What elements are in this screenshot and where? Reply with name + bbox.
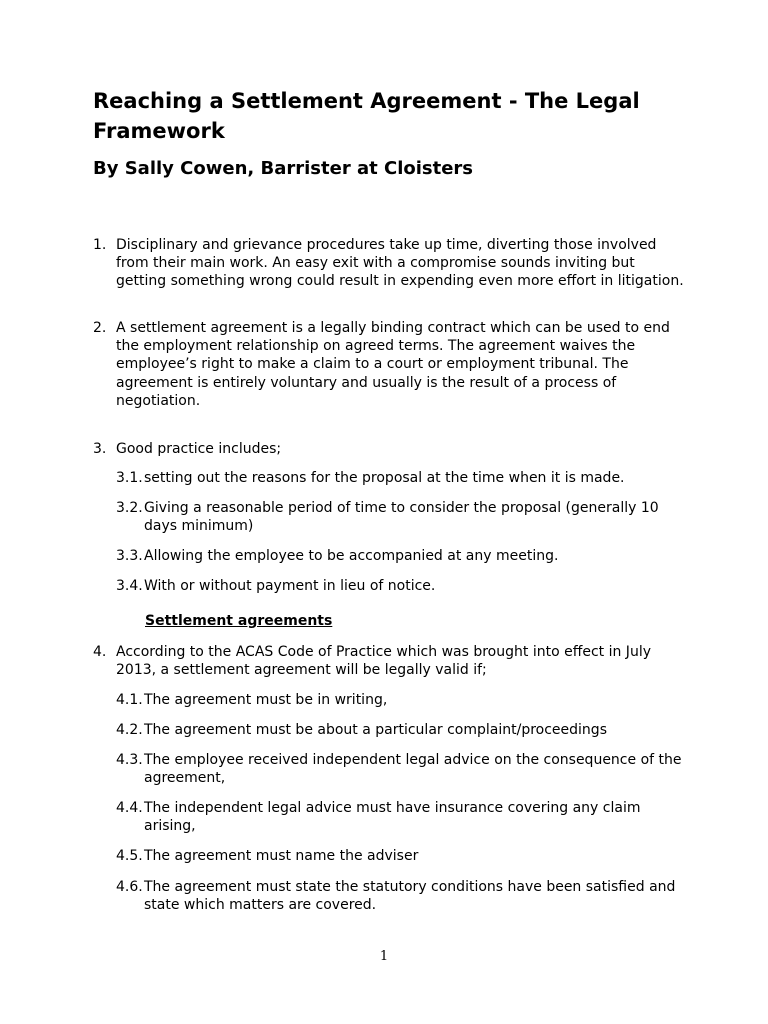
item-text: A settlement agreement is a legally binding contract which can be used to end the employment relationship on agreed terms. The agreement waives the employee’s right to make a claim to a court or employment tribunal. The agreement is entirely voluntary and usually is the result of a process of negotiation. bbox=[116, 320, 670, 409]
item-number: 4.5. bbox=[116, 848, 143, 864]
list-item bbox=[116, 799, 686, 835]
list-item bbox=[116, 469, 686, 487]
item-text: Giving a reasonable period of time to consider the proposal (generally 10 days minimum) bbox=[144, 500, 659, 535]
list-item bbox=[116, 751, 686, 787]
item-text: According to the ACAS Code of Practice which was brought into effect in July 2013, a settlement agreement will be legally valid if; bbox=[116, 644, 651, 679]
item-text: The agreement must be about a particular complaint/proceedings bbox=[144, 722, 607, 738]
list-item bbox=[116, 878, 686, 914]
item-number: 3.2. bbox=[116, 500, 143, 516]
item-text: Allowing the employee to be accompanied at any meeting. bbox=[144, 548, 559, 564]
list-item bbox=[116, 847, 686, 865]
item-text: setting out the reasons for the proposal at the time when it is made. bbox=[144, 470, 625, 486]
item-text: The employee received independent legal advice on the consequence of the agreement, bbox=[144, 752, 682, 787]
item-text: Good practice includes; bbox=[116, 441, 282, 457]
list-item bbox=[93, 643, 685, 679]
section-heading: Settlement agreements bbox=[145, 613, 333, 629]
list-item bbox=[116, 499, 686, 535]
document-subtitle: By Sally Cowen, Barrister at Cloisters bbox=[93, 158, 474, 179]
item-number: 1. bbox=[93, 237, 107, 253]
item-number: 3.4. bbox=[116, 578, 143, 594]
list-item bbox=[116, 577, 686, 595]
item-text: The agreement must name the adviser bbox=[144, 848, 419, 864]
list-item bbox=[116, 721, 686, 739]
item-number: 2. bbox=[93, 320, 107, 336]
item-text: Disciplinary and grievance procedures take up time, diverting those involved from their main work. An easy exit with a compromise sounds inviting but getting something wrong could result in expending even more effort in litigation. bbox=[116, 237, 684, 290]
list-item bbox=[116, 691, 686, 709]
item-number: 4.4. bbox=[116, 800, 143, 816]
item-number: 4.1. bbox=[116, 692, 143, 708]
list-item bbox=[93, 236, 685, 291]
item-number: 3. bbox=[93, 441, 107, 457]
item-text: The independent legal advice must have insurance covering any claim arising, bbox=[144, 800, 641, 835]
document-title: Reaching a Settlement Agreement - The Legal Framework bbox=[93, 89, 640, 143]
list-item bbox=[116, 547, 686, 565]
list-item bbox=[93, 319, 685, 410]
item-number: 3.3. bbox=[116, 548, 143, 564]
item-number: 4.2. bbox=[116, 722, 143, 738]
list-item bbox=[93, 440, 685, 458]
item-text: The agreement must be in writing, bbox=[144, 692, 388, 708]
item-number: 4. bbox=[93, 644, 107, 660]
item-number: 3.1. bbox=[116, 470, 143, 486]
item-text: With or without payment in lieu of notice. bbox=[144, 578, 436, 594]
item-number: 4.6. bbox=[116, 879, 143, 895]
item-text: The agreement must state the statutory conditions have been satisfied and state which matters are covered. bbox=[144, 879, 676, 914]
page-number: 1 bbox=[379, 949, 389, 964]
item-number: 4.3. bbox=[116, 752, 143, 768]
